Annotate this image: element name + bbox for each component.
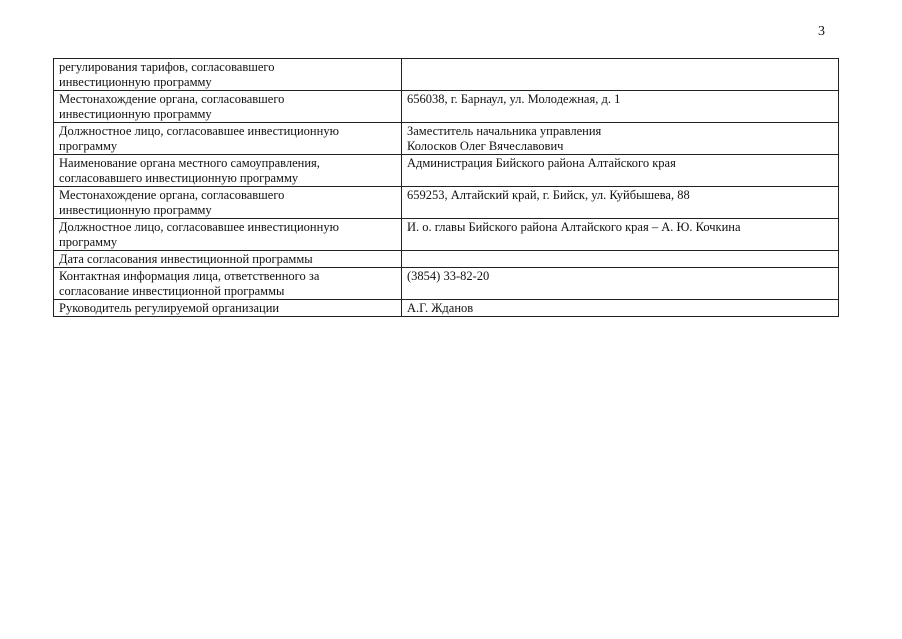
row-label: Наименование органа местного самоуправления, согласовавшего инвестиционную программу: [54, 155, 402, 187]
table-row: [54, 59, 839, 91]
page-number: 3: [818, 24, 825, 39]
row-value: Администрация Бийского района Алтайского края: [402, 155, 839, 187]
table-row: [54, 91, 839, 123]
row-value: (3854) 33-82-20: [402, 268, 839, 300]
row-label: Должностное лицо, согласовавшее инвестиционную программу: [54, 123, 402, 155]
row-label: Дата согласования инвестиционной программы: [54, 251, 402, 268]
row-label: Руководитель регулируемой организации: [54, 300, 402, 317]
row-label: Должностное лицо, согласовавшее инвестиционную программу: [54, 219, 402, 251]
row-value: 656038, г. Барнаул, ул. Молодежная, д. 1: [402, 91, 839, 123]
row-value: [402, 59, 839, 91]
table-row: [54, 155, 839, 187]
row-value: А.Г. Жданов: [402, 300, 839, 317]
row-value: Заместитель начальника управления Колосков Олег Вячеславович: [402, 123, 839, 155]
row-value: 659253, Алтайский край, г. Бийск, ул. Куйбышева, 88: [402, 187, 839, 219]
row-label: Местонахождение органа, согласовавшего инвестиционную программу: [54, 91, 402, 123]
table-row: [54, 251, 839, 268]
investment-program-approval-table: [53, 58, 839, 317]
row-value: И. о. главы Бийского района Алтайского края – А. Ю. Кочкина: [402, 219, 839, 251]
table-row: [54, 268, 839, 300]
row-label: регулирования тарифов, согласовавшего инвестиционную программу: [54, 59, 402, 91]
row-value: [402, 251, 839, 268]
table-row: [54, 187, 839, 219]
table-row: [54, 300, 839, 317]
table-row: [54, 219, 839, 251]
table-row: [54, 123, 839, 155]
row-label: Местонахождение органа, согласовавшего инвестиционную программу: [54, 187, 402, 219]
row-label: Контактная информация лица, ответственного за согласование инвестиционной программы: [54, 268, 402, 300]
